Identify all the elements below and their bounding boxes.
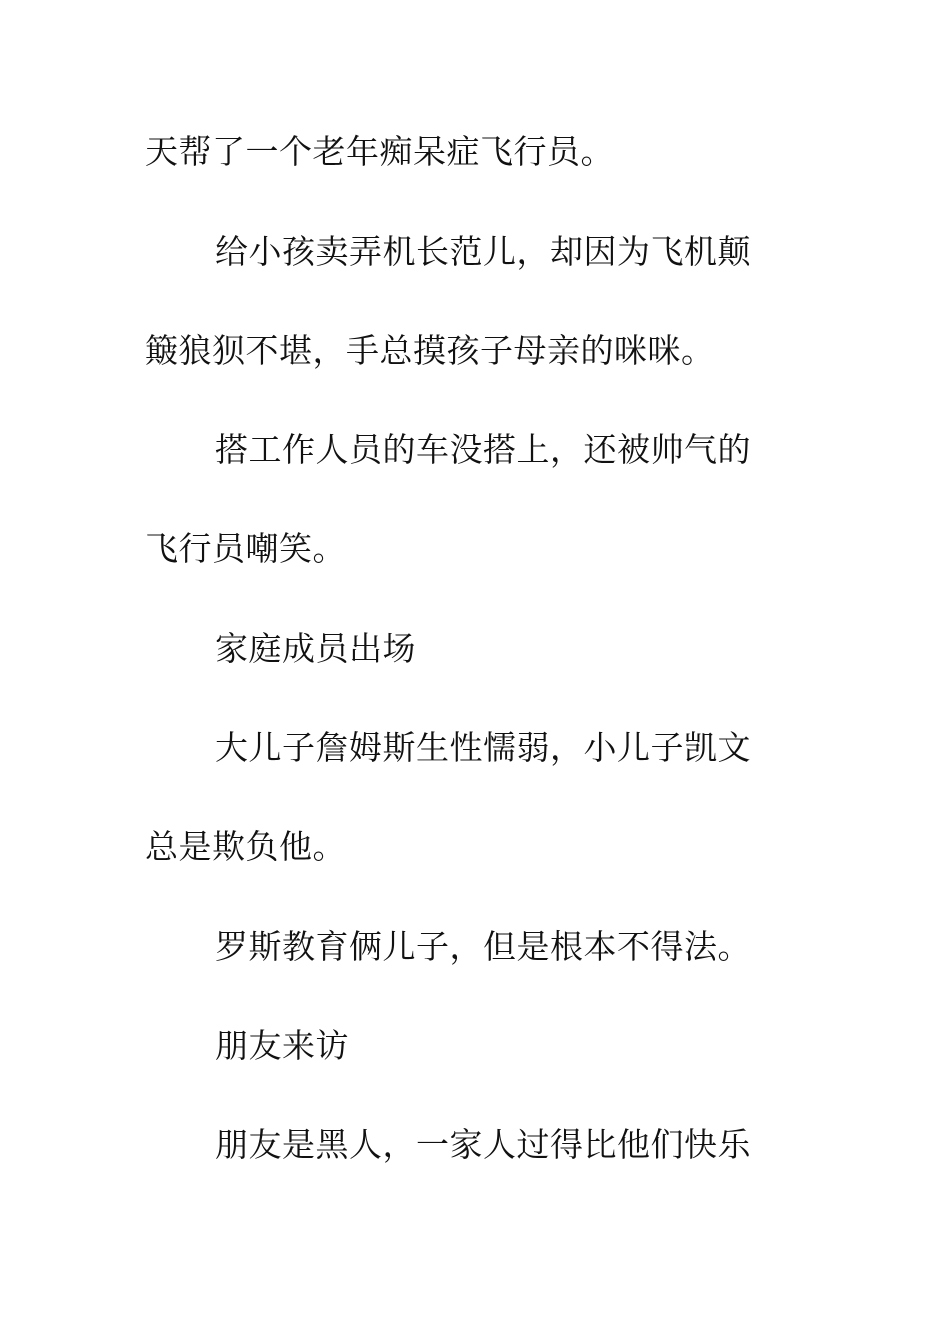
text-line-continuation: 总是欺负他。	[145, 827, 346, 866]
text-line-continuation: 飞行员嘲笑。	[145, 529, 346, 568]
section-heading: 朋友来访	[215, 1026, 349, 1065]
text-line-continuation: 簸狼狈不堪，手总摸孩子母亲的咪咪。	[145, 331, 715, 370]
paragraph-first-line: 罗斯教育俩儿子，但是根本不得法。	[215, 927, 751, 966]
paragraph-first-line: 朋友是黑人，一家人过得比他们快乐	[215, 1125, 751, 1164]
paragraph-first-line: 搭工作人员的车没搭上，还被帅气的	[215, 430, 751, 469]
paragraph-first-line: 大儿子詹姆斯生性懦弱，小儿子凯文	[215, 728, 751, 767]
section-heading: 家庭成员出场	[215, 629, 416, 668]
text-line-continuation: 天帮了一个老年痴呆症飞行员。	[145, 132, 614, 171]
paragraph-first-line: 给小孩卖弄机长范儿，却因为飞机颠	[215, 232, 751, 271]
